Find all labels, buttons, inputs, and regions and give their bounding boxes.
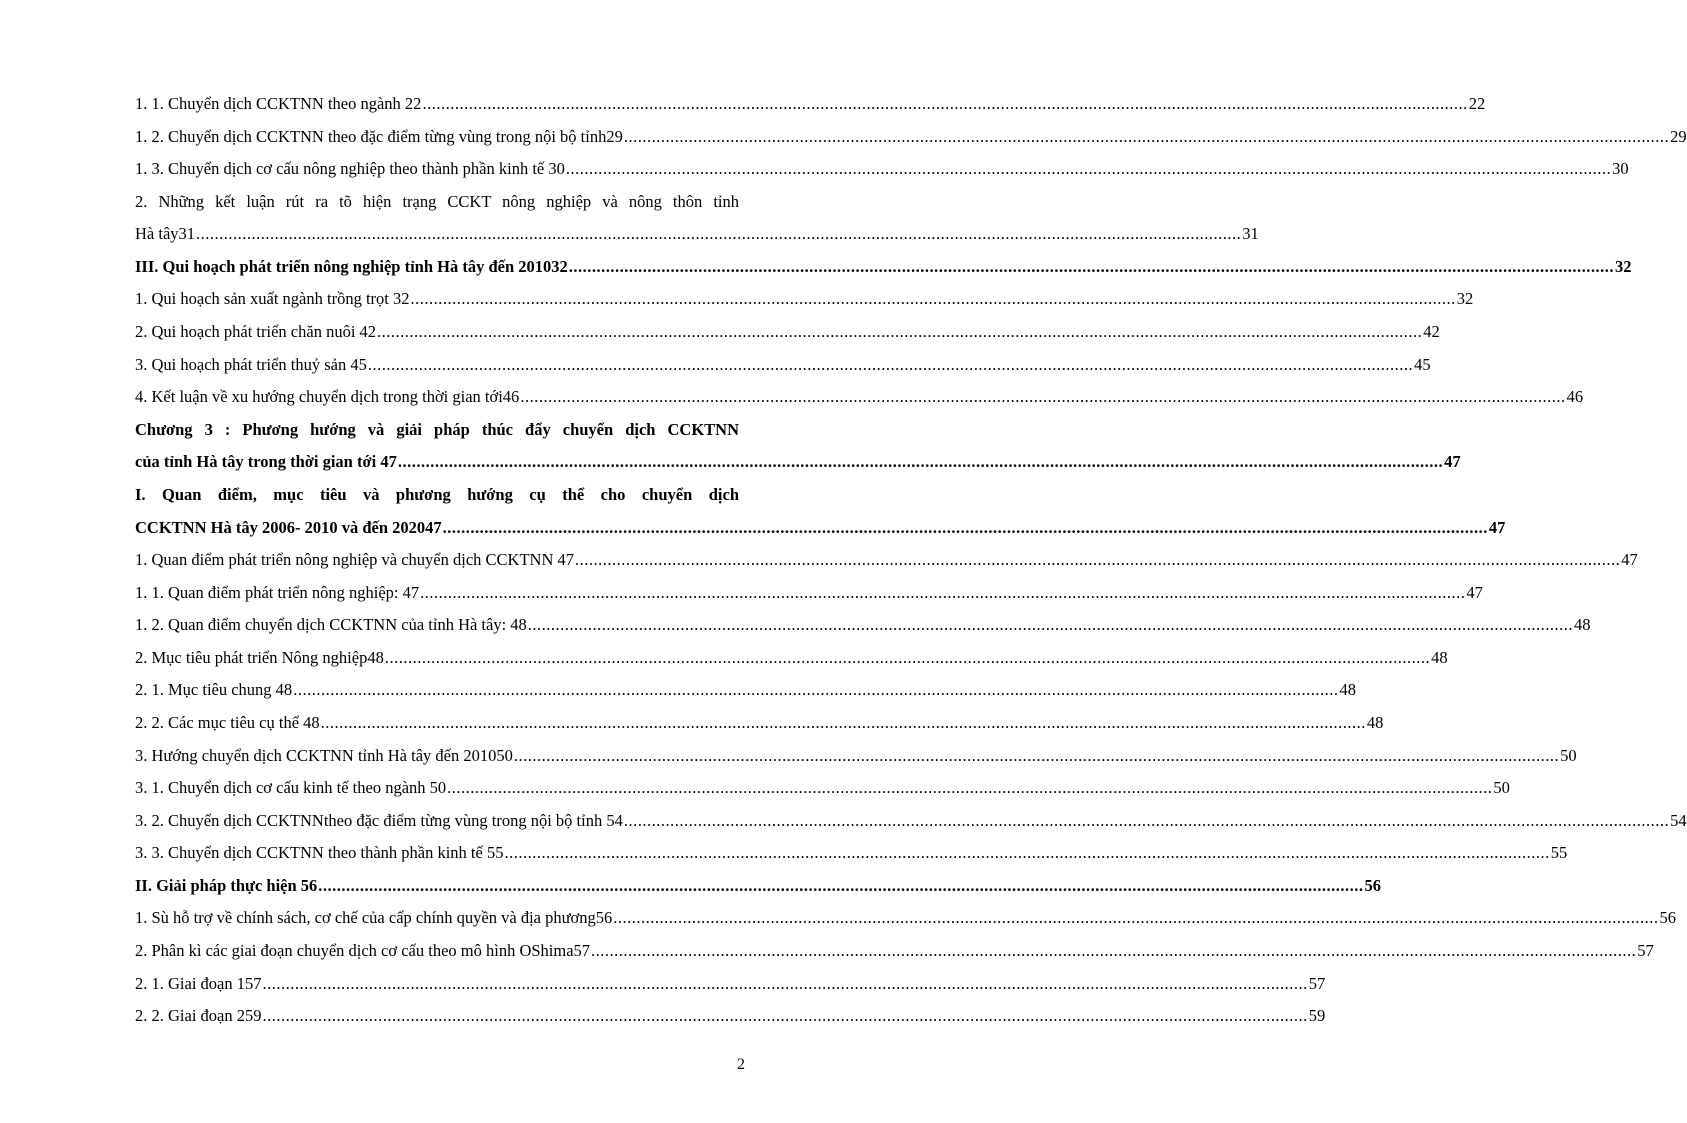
toc-entry-page: 55 [1550,843,1568,863]
toc-entry-label: 2. 2. Các mục tiêu cụ thể 48 [135,712,320,732]
toc-entry-label: 3. 2. Chuyển dịch CCKTNNtheo đặc điểm từng vùng trong nội bộ tỉnh 54 [135,810,623,830]
toc-entry-page: 42 [1423,322,1440,342]
toc-entry-label: 1. Sù hỗ trợ về chính sách, cơ chế của cấp chính quyền và địa phương56 [135,908,613,928]
toc-entry-page: 29 [1670,126,1687,146]
toc-entry-page: 56 [1659,908,1677,928]
toc-entry-label: 2. 1. Giai đoạn 157 [135,973,262,993]
toc-entry[interactable] [135,740,1577,773]
toc-leader-dots [624,121,1669,154]
toc-entry[interactable] [135,544,1638,577]
toc-entry-page: 56 [1364,875,1382,895]
toc-entry-label: 2. Phân kì các giai đoạn chuyển dịch cơ cấu theo mô hình OShima57 [135,941,591,961]
toc-entry[interactable] [135,88,1486,121]
toc-entry-label: 1. 3. Chuyển dịch cơ cấu nông nghiệp theo thành phần kinh tế 30 [135,159,565,179]
toc-entry-label: Hà tây31 [135,224,196,244]
toc-entry[interactable] [135,121,1687,154]
toc-leader-dots [566,153,1611,186]
toc-entry[interactable] [135,446,1461,479]
toc-leader-dots [398,446,1443,479]
toc-entry-label: 2. Mục tiêu phát triển Nông nghiệp48 [135,647,384,667]
page-number: 2 [737,1056,745,1073]
toc-entry-page: 31 [1242,224,1259,244]
toc-entry[interactable] [135,642,1448,675]
toc-entry[interactable] [135,153,1629,186]
toc-leader-dots [196,218,1241,251]
toc-leader-dots [411,283,1456,316]
toc-entry[interactable] [135,772,1510,805]
toc-entry[interactable] [135,935,1654,968]
toc-entry-page: 46 [1566,387,1584,407]
toc-entry[interactable] [135,316,1440,349]
toc-entry-page: 47 [1621,550,1638,570]
toc-leader-dots [368,349,1413,382]
toc-entry-page: 57 [1308,973,1326,993]
toc-entry-page: 50 [1493,778,1510,798]
toc-entry-label: 1. Quan điểm phát triển nông nghiệp và chuyển dịch CCKTNN 47 [135,550,574,570]
toc-leader-dots [504,837,1549,870]
toc-leader-dots [420,577,1465,610]
toc-entry-label: 1. 2. Chuyển dịch CCKTNN theo đặc điểm từng vùng trong nội bộ tỉnh29 [135,126,623,146]
toc-entry-line [135,186,739,219]
toc-entry-label: 4. Kết luận về xu hướng chuyển dịch trong thời gian tới46 [135,387,520,407]
toc-leader-dots [377,316,1422,349]
toc-entry-label: CCKTNN Hà tây 2006- 2010 và đến 202047 [135,517,442,537]
toc-entry-page: 48 [1431,647,1448,667]
toc-entry-page: 57 [1637,941,1654,961]
toc-leader-dots [569,251,1614,284]
toc-leader-dots [520,381,1565,414]
toc-entry-page: 50 [1560,745,1577,765]
toc-entry[interactable] [135,381,1584,414]
toc-leader-dots [591,935,1636,968]
toc-entry-label: 3. Hướng chuyển dịch CCKTNN tỉnh Hà tây đến 201050 [135,745,513,765]
toc-leader-dots [293,674,1338,707]
toc-entry-label: Chương 3 : Phương hướng và giải pháp thúc đẩy chuyển dịch CCKTNN [135,419,739,439]
toc-entry-page: 47 [1466,582,1483,602]
toc-leader-dots [528,609,1573,642]
toc-entry-page: 45 [1414,354,1431,374]
toc-entry[interactable] [135,218,1259,251]
toc-entry-line [135,479,739,512]
toc-entry-page: 47 [1444,452,1461,472]
toc-entry[interactable] [135,805,1687,838]
toc-entry[interactable] [135,349,1431,382]
toc-leader-dots [318,870,1363,903]
toc-leader-dots [447,772,1492,805]
toc-entry[interactable] [135,251,1632,284]
toc-leader-dots [385,642,1430,675]
toc-entry-label: 2. Những kết luận rút ra tõ hiện trạng CCKT nông nghiệp và nông thôn tỉnh [135,191,739,211]
toc-entry[interactable] [135,902,1677,935]
toc-entry-page: 32 [1615,256,1632,276]
toc-entry-label: III. Qui hoạch phát triển nông nghiệp tỉnh Hà tây đến 201032 [135,256,568,276]
toc-leader-dots [624,805,1669,838]
toc-entry-page: 54 [1670,810,1687,830]
toc-entry-label: 1. 1. Quan điểm phát triển nông nghiệp: 47 [135,582,420,602]
toc-leader-dots [321,707,1366,740]
toc-entry-label: 1. 1. Chuyển dịch CCKTNN theo ngành 22 [135,94,422,113]
toc-entry-label: 2. 1. Mục tiêu chung 48 [135,680,293,700]
toc-entry-page: 22 [1468,94,1486,113]
toc-entry-label: của tỉnh Hà tây trong thời gian tới 47 [135,452,397,472]
toc-entry-page: 59 [1308,1006,1326,1026]
toc-leader-dots [422,88,1467,121]
toc-entry[interactable] [135,707,1384,740]
toc-leader-dots [613,902,1658,935]
toc-entry[interactable] [135,674,1356,707]
toc-entry-label: 1. 2. Quan điểm chuyển dịch CCKTNN của tỉnh Hà tây: 48 [135,615,527,635]
toc-entry-label: 2. 2. Giai đoạn 259 [135,1006,262,1026]
toc-entry-page: 47 [1488,517,1506,537]
toc-leader-dots [262,1000,1307,1033]
toc-entry-line [135,414,739,447]
toc-entry-page: 48 [1339,680,1356,700]
table-of-contents [135,88,1687,1033]
toc-entry-label: 2. Qui hoạch phát triển chăn nuôi 42 [135,322,377,342]
toc-leader-dots [262,968,1307,1001]
toc-leader-dots [443,512,1488,545]
toc-entry-label: 3. 3. Chuyển dịch CCKTNN theo thành phần kinh tế 55 [135,843,504,863]
toc-entry[interactable] [135,1000,1326,1033]
toc-leader-dots [514,740,1559,773]
toc-entry-label: 3. Qui hoạch phát triển thuỷ sản 45 [135,354,367,374]
toc-entry[interactable] [135,512,1506,545]
toc-entry[interactable] [135,968,1326,1001]
toc-entry[interactable] [135,609,1591,642]
toc-entry-page: 30 [1612,159,1629,179]
toc-entry-page: 48 [1366,712,1384,732]
toc-entry-label: 3. 1. Chuyển dịch cơ cấu kinh tế theo ngành 50 [135,778,447,798]
toc-entry-label: I. Quan điểm, mục tiêu và phương hướng cụ thể cho chuyển dịch [135,484,739,504]
toc-entry[interactable] [135,283,1474,316]
toc-entry-page: 32 [1456,289,1474,309]
toc-entry[interactable] [135,577,1483,610]
toc-leader-dots [575,544,1620,577]
toc-entry[interactable] [135,870,1382,903]
toc-entry-page: 48 [1574,615,1591,635]
toc-entry[interactable] [135,837,1568,870]
toc-entry-label: II. Giải pháp thực hiện 56 [135,875,318,895]
toc-entry-label: 1. Qui hoạch sản xuất ngành trồng trọt 32 [135,289,410,309]
